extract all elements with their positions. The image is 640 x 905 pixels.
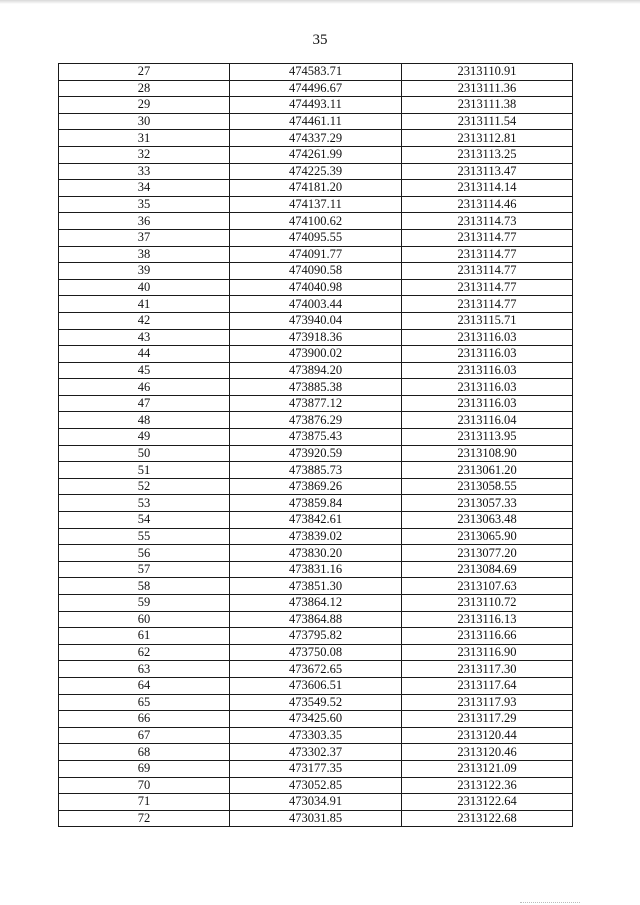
y-coordinate-cell: 2313116.03 <box>402 329 573 346</box>
y-coordinate-cell: 2313063.48 <box>402 512 573 529</box>
x-coordinate-cell: 473894.20 <box>230 362 402 379</box>
point-number-cell: 69 <box>59 760 230 777</box>
y-coordinate-cell: 2313114.77 <box>402 296 573 313</box>
table-row <box>59 196 573 213</box>
point-number-cell: 72 <box>59 810 230 827</box>
point-number-cell: 42 <box>59 312 230 329</box>
x-coordinate-cell: 473795.82 <box>230 628 402 645</box>
table-row <box>59 412 573 429</box>
table-row <box>59 561 573 578</box>
y-coordinate-cell: 2313117.30 <box>402 661 573 678</box>
y-coordinate-cell: 2313114.46 <box>402 196 573 213</box>
x-coordinate-cell: 473672.65 <box>230 661 402 678</box>
x-coordinate-cell: 473052.85 <box>230 777 402 794</box>
table-row <box>59 694 573 711</box>
x-coordinate-cell: 473851.30 <box>230 578 402 595</box>
x-coordinate-cell: 473177.35 <box>230 760 402 777</box>
coordinate-table <box>58 63 573 827</box>
point-number-cell: 56 <box>59 545 230 562</box>
y-coordinate-cell: 2313084.69 <box>402 561 573 578</box>
y-coordinate-cell: 2313114.73 <box>402 213 573 230</box>
table-row <box>59 362 573 379</box>
point-number-cell: 52 <box>59 478 230 495</box>
point-number-cell: 51 <box>59 462 230 479</box>
point-number-cell: 62 <box>59 644 230 661</box>
table-row <box>59 346 573 363</box>
x-coordinate-cell: 473549.52 <box>230 694 402 711</box>
point-number-cell: 54 <box>59 512 230 529</box>
x-coordinate-cell: 474100.62 <box>230 213 402 230</box>
table-row <box>59 810 573 827</box>
x-coordinate-cell: 473750.08 <box>230 644 402 661</box>
y-coordinate-cell: 2313116.03 <box>402 362 573 379</box>
coordinate-table-body <box>59 64 573 827</box>
x-coordinate-cell: 473900.02 <box>230 346 402 363</box>
x-coordinate-cell: 474225.39 <box>230 163 402 180</box>
table-row <box>59 296 573 313</box>
table-row <box>59 146 573 163</box>
point-number-cell: 64 <box>59 677 230 694</box>
y-coordinate-cell: 2313122.64 <box>402 794 573 811</box>
page-number: 35 <box>312 32 328 48</box>
x-coordinate-cell: 474091.77 <box>230 246 402 263</box>
y-coordinate-cell: 2313116.03 <box>402 379 573 396</box>
x-coordinate-cell: 474261.99 <box>230 146 402 163</box>
y-coordinate-cell: 2313116.13 <box>402 611 573 628</box>
point-number-cell: 35 <box>59 196 230 213</box>
table-row <box>59 80 573 97</box>
y-coordinate-cell: 2313111.36 <box>402 80 573 97</box>
point-number-cell: 60 <box>59 611 230 628</box>
y-coordinate-cell: 2313110.91 <box>402 64 573 81</box>
x-coordinate-cell: 473031.85 <box>230 810 402 827</box>
x-coordinate-cell: 474583.71 <box>230 64 402 81</box>
x-coordinate-cell: 473864.88 <box>230 611 402 628</box>
x-coordinate-cell: 473918.36 <box>230 329 402 346</box>
point-number-cell: 41 <box>59 296 230 313</box>
x-coordinate-cell: 474095.55 <box>230 229 402 246</box>
y-coordinate-cell: 2313120.46 <box>402 744 573 761</box>
y-coordinate-cell: 2313111.54 <box>402 113 573 130</box>
y-coordinate-cell: 2313113.25 <box>402 146 573 163</box>
y-coordinate-cell: 2313120.44 <box>402 727 573 744</box>
x-coordinate-cell: 473869.26 <box>230 478 402 495</box>
point-number-cell: 58 <box>59 578 230 595</box>
table-row <box>59 744 573 761</box>
table-row <box>59 628 573 645</box>
y-coordinate-cell: 2313115.71 <box>402 312 573 329</box>
table-row <box>59 279 573 296</box>
point-number-cell: 39 <box>59 263 230 280</box>
x-coordinate-cell: 473830.20 <box>230 545 402 562</box>
x-coordinate-cell: 474496.67 <box>230 80 402 97</box>
scan-artifact <box>520 899 580 903</box>
point-number-cell: 59 <box>59 595 230 612</box>
x-coordinate-cell: 474493.11 <box>230 97 402 114</box>
table-row <box>59 727 573 744</box>
table-row <box>59 528 573 545</box>
x-coordinate-cell: 473831.16 <box>230 561 402 578</box>
point-number-cell: 47 <box>59 395 230 412</box>
point-number-cell: 31 <box>59 130 230 147</box>
table-row <box>59 777 573 794</box>
y-coordinate-cell: 2313111.38 <box>402 97 573 114</box>
y-coordinate-cell: 2313065.90 <box>402 528 573 545</box>
point-number-cell: 53 <box>59 495 230 512</box>
y-coordinate-cell: 2313114.77 <box>402 229 573 246</box>
x-coordinate-cell: 473034.91 <box>230 794 402 811</box>
x-coordinate-cell: 474181.20 <box>230 180 402 197</box>
point-number-cell: 50 <box>59 445 230 462</box>
y-coordinate-cell: 2313061.20 <box>402 462 573 479</box>
point-number-cell: 44 <box>59 346 230 363</box>
point-number-cell: 46 <box>59 379 230 396</box>
point-number-cell: 36 <box>59 213 230 230</box>
y-coordinate-cell: 2313116.66 <box>402 628 573 645</box>
point-number-cell: 66 <box>59 711 230 728</box>
table-row <box>59 644 573 661</box>
y-coordinate-cell: 2313114.77 <box>402 263 573 280</box>
point-number-cell: 55 <box>59 528 230 545</box>
x-coordinate-cell: 473842.61 <box>230 512 402 529</box>
point-number-cell: 43 <box>59 329 230 346</box>
x-coordinate-cell: 474137.11 <box>230 196 402 213</box>
y-coordinate-cell: 2313116.04 <box>402 412 573 429</box>
point-number-cell: 37 <box>59 229 230 246</box>
y-coordinate-cell: 2313112.81 <box>402 130 573 147</box>
table-row <box>59 611 573 628</box>
y-coordinate-cell: 2313116.90 <box>402 644 573 661</box>
x-coordinate-cell: 473885.38 <box>230 379 402 396</box>
table-row <box>59 495 573 512</box>
y-coordinate-cell: 2313114.14 <box>402 180 573 197</box>
point-number-cell: 68 <box>59 744 230 761</box>
y-coordinate-cell: 2313058.55 <box>402 478 573 495</box>
y-coordinate-cell: 2313122.36 <box>402 777 573 794</box>
x-coordinate-cell: 473920.59 <box>230 445 402 462</box>
x-coordinate-cell: 473839.02 <box>230 528 402 545</box>
point-number-cell: 63 <box>59 661 230 678</box>
table-row <box>59 379 573 396</box>
table-row <box>59 163 573 180</box>
x-coordinate-cell: 473425.60 <box>230 711 402 728</box>
y-coordinate-cell: 2313116.03 <box>402 346 573 363</box>
y-coordinate-cell: 2313057.33 <box>402 495 573 512</box>
y-coordinate-cell: 2313121.09 <box>402 760 573 777</box>
table-row <box>59 113 573 130</box>
x-coordinate-cell: 474337.29 <box>230 130 402 147</box>
table-row <box>59 64 573 81</box>
table-row <box>59 512 573 529</box>
y-coordinate-cell: 2313077.20 <box>402 545 573 562</box>
table-row <box>59 595 573 612</box>
x-coordinate-cell: 473859.84 <box>230 495 402 512</box>
table-row <box>59 545 573 562</box>
x-coordinate-cell: 473885.73 <box>230 462 402 479</box>
x-coordinate-cell: 473876.29 <box>230 412 402 429</box>
y-coordinate-cell: 2313114.77 <box>402 279 573 296</box>
x-coordinate-cell: 473606.51 <box>230 677 402 694</box>
y-coordinate-cell: 2313117.29 <box>402 711 573 728</box>
table-row <box>59 462 573 479</box>
table-row <box>59 794 573 811</box>
table-row <box>59 760 573 777</box>
x-coordinate-cell: 474040.98 <box>230 279 402 296</box>
table-row <box>59 445 573 462</box>
x-coordinate-cell: 473875.43 <box>230 429 402 446</box>
point-number-cell: 30 <box>59 113 230 130</box>
table-row <box>59 478 573 495</box>
y-coordinate-cell: 2313110.72 <box>402 595 573 612</box>
x-coordinate-cell: 473940.04 <box>230 312 402 329</box>
y-coordinate-cell: 2313108.90 <box>402 445 573 462</box>
table-row <box>59 429 573 446</box>
y-coordinate-cell: 2313113.95 <box>402 429 573 446</box>
point-number-cell: 49 <box>59 429 230 446</box>
point-number-cell: 27 <box>59 64 230 81</box>
point-number-cell: 57 <box>59 561 230 578</box>
table-row <box>59 312 573 329</box>
table-row <box>59 578 573 595</box>
x-coordinate-cell: 474461.11 <box>230 113 402 130</box>
point-number-cell: 38 <box>59 246 230 263</box>
x-coordinate-cell: 474090.58 <box>230 263 402 280</box>
table-row <box>59 130 573 147</box>
y-coordinate-cell: 2313114.77 <box>402 246 573 263</box>
y-coordinate-cell: 2313122.68 <box>402 810 573 827</box>
table-row <box>59 329 573 346</box>
point-number-cell: 32 <box>59 146 230 163</box>
point-number-cell: 65 <box>59 694 230 711</box>
table-row <box>59 263 573 280</box>
y-coordinate-cell: 2313116.03 <box>402 395 573 412</box>
scan-edge-shadow <box>0 0 640 4</box>
table-row <box>59 246 573 263</box>
table-row <box>59 711 573 728</box>
table-row <box>59 229 573 246</box>
point-number-cell: 71 <box>59 794 230 811</box>
x-coordinate-cell: 473303.35 <box>230 727 402 744</box>
point-number-cell: 45 <box>59 362 230 379</box>
x-coordinate-cell: 474003.44 <box>230 296 402 313</box>
x-coordinate-cell: 473302.37 <box>230 744 402 761</box>
table-row <box>59 180 573 197</box>
point-number-cell: 48 <box>59 412 230 429</box>
point-number-cell: 29 <box>59 97 230 114</box>
table-row <box>59 213 573 230</box>
point-number-cell: 40 <box>59 279 230 296</box>
y-coordinate-cell: 2313117.93 <box>402 694 573 711</box>
y-coordinate-cell: 2313107.63 <box>402 578 573 595</box>
point-number-cell: 34 <box>59 180 230 197</box>
y-coordinate-cell: 2313117.64 <box>402 677 573 694</box>
table-row <box>59 395 573 412</box>
y-coordinate-cell: 2313113.47 <box>402 163 573 180</box>
point-number-cell: 70 <box>59 777 230 794</box>
table-row <box>59 97 573 114</box>
point-number-cell: 28 <box>59 80 230 97</box>
table-row <box>59 677 573 694</box>
x-coordinate-cell: 473864.12 <box>230 595 402 612</box>
point-number-cell: 33 <box>59 163 230 180</box>
table-row <box>59 661 573 678</box>
x-coordinate-cell: 473877.12 <box>230 395 402 412</box>
point-number-cell: 61 <box>59 628 230 645</box>
point-number-cell: 67 <box>59 727 230 744</box>
